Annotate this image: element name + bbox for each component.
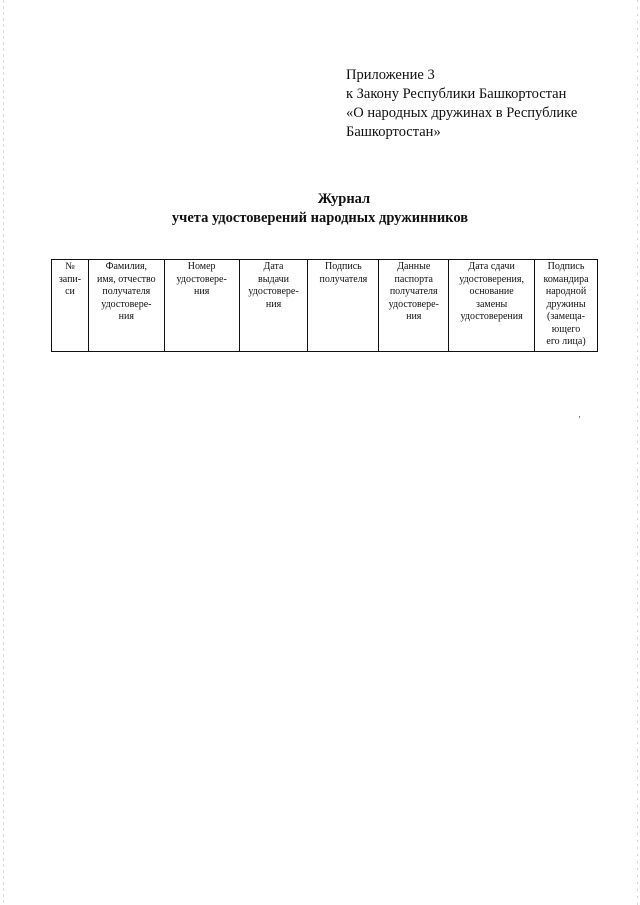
column-header-line: народной xyxy=(545,286,587,297)
annex-line: к Закону Республики Башкортостан xyxy=(346,86,567,102)
column-header-line: имя, отчество xyxy=(96,273,156,285)
document-heading xyxy=(0,190,640,228)
column-header-line: выдачи xyxy=(258,273,289,285)
column-header xyxy=(308,260,379,352)
column-header-line: ния xyxy=(194,286,210,297)
scan-edge-right xyxy=(637,0,638,905)
column-header-line: Фамилия, xyxy=(105,261,148,272)
column-header-line: командира xyxy=(543,273,589,285)
column-header-line: дружины xyxy=(546,298,586,310)
column-header-line: замены xyxy=(476,298,508,310)
column-header xyxy=(52,260,89,352)
column-header xyxy=(379,260,449,352)
column-header-line: удостовере- xyxy=(248,286,299,297)
table-header-row xyxy=(52,260,598,352)
column-header-line: получателя xyxy=(389,286,438,297)
column-header-line: си xyxy=(65,286,75,297)
column-header-line: его лица) xyxy=(546,336,586,347)
scan-edge-left xyxy=(3,0,4,905)
column-header-line: № xyxy=(65,261,75,272)
column-header-line: ющего xyxy=(551,323,581,335)
column-header xyxy=(88,260,164,352)
column-header xyxy=(449,260,535,352)
column-header-line: ния xyxy=(265,298,282,310)
column-header-line: (замеща- xyxy=(547,311,585,322)
column-header-line: Номер xyxy=(187,261,216,272)
column-header-line: удостоверения, xyxy=(459,273,524,285)
column-header-line: Подпись xyxy=(547,261,585,272)
annex-line: Башкортостан» xyxy=(346,124,441,140)
annex-line: «О народных дружинах в Республике xyxy=(346,105,578,121)
column-header-line: получателя xyxy=(319,273,368,285)
column-header-line: Дата сдачи xyxy=(468,261,515,272)
column-header-line: Дата xyxy=(263,261,284,272)
column-header-line: ния xyxy=(406,311,422,322)
column-header-line: Данные xyxy=(397,261,431,272)
annex-reference xyxy=(346,66,631,142)
column-header-line: удостовере- xyxy=(388,298,439,310)
column-header-line: получателя xyxy=(102,286,151,297)
column-header-line: паспорта xyxy=(394,273,433,285)
column-header-line: удостовере- xyxy=(176,273,227,285)
column-header xyxy=(535,260,598,352)
column-header-line: запи- xyxy=(58,273,82,285)
column-header xyxy=(164,260,239,352)
annex-line: Приложение 3 xyxy=(346,67,435,83)
scan-speck: ‚ xyxy=(578,409,581,419)
column-header-line: Подпись xyxy=(325,261,362,272)
column-header-line: удостоверения xyxy=(460,311,523,322)
column-header-line: основание xyxy=(469,286,514,297)
document-subtitle: учета удостоверений народных дружинников xyxy=(171,210,469,226)
column-header-line: удостовере- xyxy=(101,298,152,310)
column-header xyxy=(239,260,308,352)
document-title: Журнал xyxy=(317,191,371,207)
column-header-line: ния xyxy=(118,311,134,322)
journal-table xyxy=(51,259,598,352)
